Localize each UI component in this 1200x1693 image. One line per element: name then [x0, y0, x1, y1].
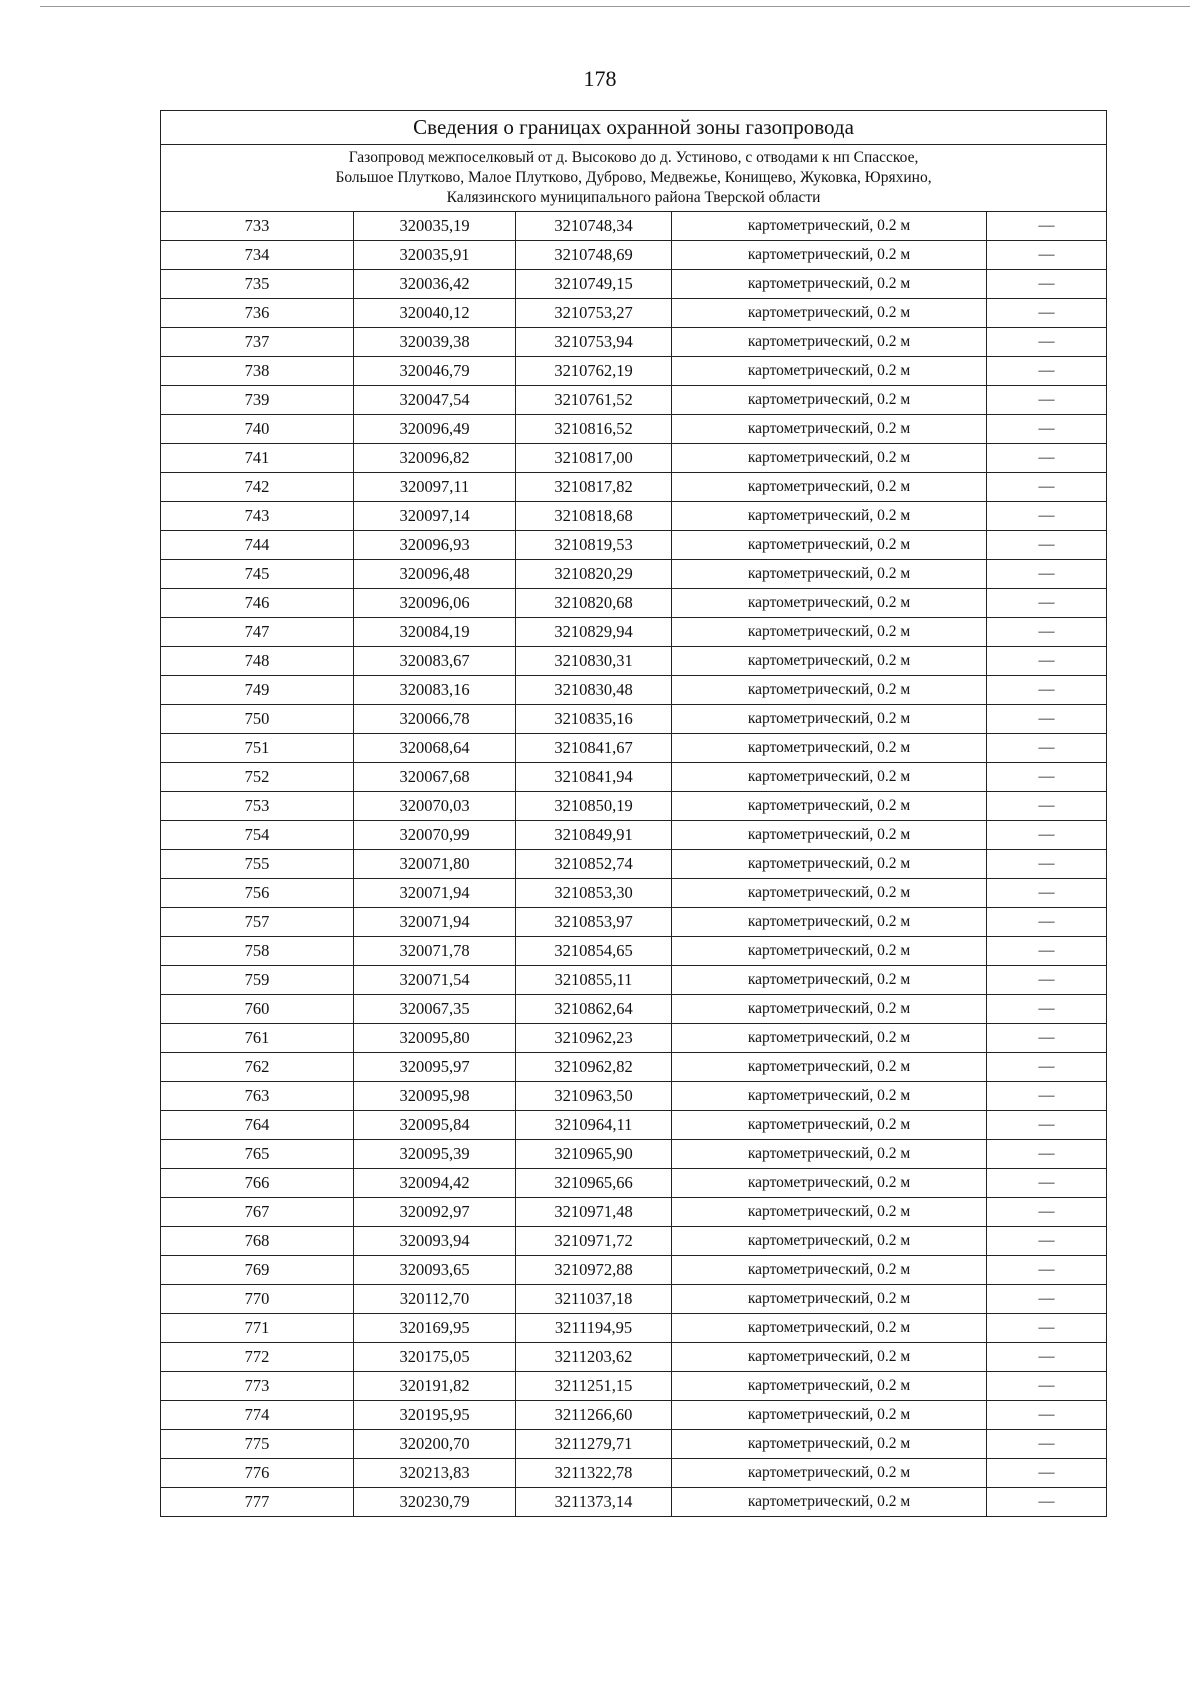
note-dash: —	[987, 850, 1107, 879]
table-row	[161, 386, 1107, 415]
determination-method: картометрический, 0.2 м	[672, 1256, 987, 1285]
determination-method: картометрический, 0.2 м	[672, 937, 987, 966]
table-row	[161, 270, 1107, 299]
coordinate-y: 3210820,68	[516, 589, 672, 618]
coordinate-y: 3210841,94	[516, 763, 672, 792]
note-dash: —	[987, 763, 1107, 792]
coordinate-x: 320071,80	[354, 850, 516, 879]
determination-method: картометрический, 0.2 м	[672, 1401, 987, 1430]
determination-method: картометрический, 0.2 м	[672, 1169, 987, 1198]
coordinate-x: 320084,19	[354, 618, 516, 647]
coordinate-x: 320071,78	[354, 937, 516, 966]
coordinate-x: 320067,68	[354, 763, 516, 792]
determination-method: картометрический, 0.2 м	[672, 734, 987, 763]
point-number: 776	[161, 1459, 354, 1488]
table-row	[161, 444, 1107, 473]
coordinate-y: 3211194,95	[516, 1314, 672, 1343]
note-dash: —	[987, 415, 1107, 444]
point-number: 774	[161, 1401, 354, 1430]
note-dash: —	[987, 270, 1107, 299]
table-row	[161, 560, 1107, 589]
point-number: 755	[161, 850, 354, 879]
coordinate-x: 320230,79	[354, 1488, 516, 1517]
coordinate-y: 3210964,11	[516, 1111, 672, 1140]
note-dash: —	[987, 444, 1107, 473]
determination-method: картометрический, 0.2 м	[672, 995, 987, 1024]
coordinate-y: 3210850,19	[516, 792, 672, 821]
determination-method: картометрический, 0.2 м	[672, 212, 987, 241]
point-number: 740	[161, 415, 354, 444]
table-row	[161, 879, 1107, 908]
note-dash: —	[987, 1256, 1107, 1285]
determination-method: картометрический, 0.2 м	[672, 1430, 987, 1459]
determination-method: картометрический, 0.2 м	[672, 328, 987, 357]
coordinate-y: 3210852,74	[516, 850, 672, 879]
coordinate-y: 3210849,91	[516, 821, 672, 850]
point-number: 745	[161, 560, 354, 589]
coordinate-y: 3210862,64	[516, 995, 672, 1024]
point-number: 754	[161, 821, 354, 850]
coordinate-y: 3211322,78	[516, 1459, 672, 1488]
coordinate-y: 3210854,65	[516, 937, 672, 966]
determination-method: картометрический, 0.2 м	[672, 821, 987, 850]
coordinate-x: 320096,49	[354, 415, 516, 444]
table-row	[161, 415, 1107, 444]
note-dash: —	[987, 995, 1107, 1024]
point-number: 751	[161, 734, 354, 763]
coordinate-x: 320095,98	[354, 1082, 516, 1111]
note-dash: —	[987, 1285, 1107, 1314]
description-line: Калязинского муниципального района Тверской области	[446, 189, 821, 206]
coordinate-y: 3210963,50	[516, 1082, 672, 1111]
determination-method: картометрический, 0.2 м	[672, 386, 987, 415]
coordinate-y: 3210841,67	[516, 734, 672, 763]
coordinate-x: 320092,97	[354, 1198, 516, 1227]
point-number: 739	[161, 386, 354, 415]
coordinate-y: 3210830,31	[516, 647, 672, 676]
determination-method: картометрический, 0.2 м	[672, 1140, 987, 1169]
coordinate-x: 320096,82	[354, 444, 516, 473]
note-dash: —	[987, 1343, 1107, 1372]
point-number: 773	[161, 1372, 354, 1401]
note-dash: —	[987, 966, 1107, 995]
table-row	[161, 1488, 1107, 1517]
table-description-row	[161, 145, 1107, 212]
note-dash: —	[987, 1198, 1107, 1227]
point-number: 733	[161, 212, 354, 241]
point-number: 738	[161, 357, 354, 386]
determination-method: картометрический, 0.2 м	[672, 1488, 987, 1517]
note-dash: —	[987, 386, 1107, 415]
coordinate-x: 320071,94	[354, 908, 516, 937]
note-dash: —	[987, 328, 1107, 357]
coordinate-x: 320036,42	[354, 270, 516, 299]
point-number: 746	[161, 589, 354, 618]
table-row	[161, 1285, 1107, 1314]
table-row	[161, 850, 1107, 879]
point-number: 777	[161, 1488, 354, 1517]
point-number: 770	[161, 1285, 354, 1314]
point-number: 775	[161, 1430, 354, 1459]
point-number: 767	[161, 1198, 354, 1227]
determination-method: картометрический, 0.2 м	[672, 531, 987, 560]
point-number: 771	[161, 1314, 354, 1343]
coordinate-y: 3210962,82	[516, 1053, 672, 1082]
coordinate-x: 320096,93	[354, 531, 516, 560]
table-row	[161, 589, 1107, 618]
coordinate-y: 3211251,15	[516, 1372, 672, 1401]
coordinate-x: 320096,06	[354, 589, 516, 618]
coordinate-x: 320200,70	[354, 1430, 516, 1459]
point-number: 735	[161, 270, 354, 299]
coordinate-x: 320070,99	[354, 821, 516, 850]
note-dash: —	[987, 705, 1107, 734]
coordinate-y: 3210972,88	[516, 1256, 672, 1285]
table-row	[161, 1024, 1107, 1053]
coordinate-y: 3210761,52	[516, 386, 672, 415]
point-number: 772	[161, 1343, 354, 1372]
determination-method: картометрический, 0.2 м	[672, 299, 987, 328]
note-dash: —	[987, 589, 1107, 618]
table-row	[161, 212, 1107, 241]
note-dash: —	[987, 879, 1107, 908]
coordinate-x: 320068,64	[354, 734, 516, 763]
table-title: Сведения о границах охранной зоны газопровода	[161, 111, 1107, 145]
table-row	[161, 1343, 1107, 1372]
note-dash: —	[987, 1140, 1107, 1169]
table-row	[161, 1430, 1107, 1459]
coordinate-x: 320191,82	[354, 1372, 516, 1401]
coordinate-y: 3210816,52	[516, 415, 672, 444]
note-dash: —	[987, 212, 1107, 241]
table-row	[161, 1401, 1107, 1430]
point-number: 748	[161, 647, 354, 676]
point-number: 762	[161, 1053, 354, 1082]
table-row	[161, 1314, 1107, 1343]
coordinate-x: 320039,38	[354, 328, 516, 357]
coordinate-y: 3210965,66	[516, 1169, 672, 1198]
point-number: 742	[161, 473, 354, 502]
table-row	[161, 1082, 1107, 1111]
table-row	[161, 1198, 1107, 1227]
point-number: 747	[161, 618, 354, 647]
determination-method: картометрический, 0.2 м	[672, 357, 987, 386]
table-row	[161, 734, 1107, 763]
point-number: 759	[161, 966, 354, 995]
determination-method: картометрический, 0.2 м	[672, 1285, 987, 1314]
note-dash: —	[987, 618, 1107, 647]
coordinate-x: 320095,84	[354, 1111, 516, 1140]
determination-method: картометрический, 0.2 м	[672, 763, 987, 792]
coordinate-x: 320094,42	[354, 1169, 516, 1198]
coordinate-y: 3210855,11	[516, 966, 672, 995]
coordinate-x: 320175,05	[354, 1343, 516, 1372]
table-row	[161, 328, 1107, 357]
point-number: 744	[161, 531, 354, 560]
determination-method: картометрический, 0.2 м	[672, 647, 987, 676]
coordinate-x: 320112,70	[354, 1285, 516, 1314]
point-number: 753	[161, 792, 354, 821]
note-dash: —	[987, 1053, 1107, 1082]
point-number: 765	[161, 1140, 354, 1169]
note-dash: —	[987, 734, 1107, 763]
note-dash: —	[987, 1227, 1107, 1256]
description-line: Большое Плутково, Малое Плутково, Дуброво, Медвежье, Конищево, Жуковка, Юряхино,	[335, 169, 932, 186]
note-dash: —	[987, 1372, 1107, 1401]
table-row	[161, 1256, 1107, 1285]
coordinate-x: 320093,65	[354, 1256, 516, 1285]
coordinate-x: 320071,94	[354, 879, 516, 908]
note-dash: —	[987, 473, 1107, 502]
note-dash: —	[987, 1459, 1107, 1488]
determination-method: картометрический, 0.2 м	[672, 473, 987, 502]
coordinate-x: 320067,35	[354, 995, 516, 1024]
page-number: 178	[583, 66, 617, 91]
coordinate-x: 320070,03	[354, 792, 516, 821]
point-number: 749	[161, 676, 354, 705]
note-dash: —	[987, 937, 1107, 966]
coordinate-y: 3210835,16	[516, 705, 672, 734]
determination-method: картометрический, 0.2 м	[672, 1343, 987, 1372]
table-row	[161, 1372, 1107, 1401]
coordinate-y: 3210817,82	[516, 473, 672, 502]
coordinate-y: 3211279,71	[516, 1430, 672, 1459]
note-dash: —	[987, 357, 1107, 386]
point-number: 769	[161, 1256, 354, 1285]
coordinate-x: 320046,79	[354, 357, 516, 386]
coordinate-y: 3211037,18	[516, 1285, 672, 1314]
determination-method: картометрический, 0.2 м	[672, 1198, 987, 1227]
coordinate-x: 320083,16	[354, 676, 516, 705]
coordinate-y: 3210748,69	[516, 241, 672, 270]
coordinate-y: 3210830,48	[516, 676, 672, 705]
coordinate-x: 320095,97	[354, 1053, 516, 1082]
note-dash: —	[987, 1111, 1107, 1140]
table-row	[161, 531, 1107, 560]
coordinate-x: 320047,54	[354, 386, 516, 415]
table-title-row	[161, 111, 1107, 145]
coordinate-y: 3210753,94	[516, 328, 672, 357]
table-row	[161, 763, 1107, 792]
coordinate-y: 3210749,15	[516, 270, 672, 299]
determination-method: картометрический, 0.2 м	[672, 676, 987, 705]
coordinate-y: 3210820,29	[516, 560, 672, 589]
point-number: 768	[161, 1227, 354, 1256]
table-row	[161, 937, 1107, 966]
pipeline-description	[161, 145, 1107, 212]
table-row	[161, 502, 1107, 531]
table-row	[161, 1459, 1107, 1488]
coordinate-y: 3210829,94	[516, 618, 672, 647]
description-line: Газопровод межпоселковый от д. Высоково до д. Устиново, с отводами к нп Спасское,	[348, 149, 919, 166]
point-number: 757	[161, 908, 354, 937]
coordinate-y: 3210817,00	[516, 444, 672, 473]
table-row	[161, 299, 1107, 328]
determination-method: картометрический, 0.2 м	[672, 241, 987, 270]
determination-method: картометрический, 0.2 м	[672, 502, 987, 531]
coordinate-x: 320169,95	[354, 1314, 516, 1343]
coordinate-y: 3210753,27	[516, 299, 672, 328]
coordinate-y: 3210971,48	[516, 1198, 672, 1227]
coordinate-y: 3210853,30	[516, 879, 672, 908]
coordinate-x: 320213,83	[354, 1459, 516, 1488]
coordinate-x: 320195,95	[354, 1401, 516, 1430]
coordinate-y: 3211266,60	[516, 1401, 672, 1430]
table-row	[161, 1227, 1107, 1256]
note-dash: —	[987, 560, 1107, 589]
determination-method: картометрический, 0.2 м	[672, 618, 987, 647]
determination-method: картометрический, 0.2 м	[672, 1314, 987, 1343]
note-dash: —	[987, 821, 1107, 850]
coordinate-y: 3210748,34	[516, 212, 672, 241]
table-row	[161, 705, 1107, 734]
point-number: 760	[161, 995, 354, 1024]
point-number: 763	[161, 1082, 354, 1111]
coordinate-y: 3210962,23	[516, 1024, 672, 1053]
determination-method: картометрический, 0.2 м	[672, 1372, 987, 1401]
coordinate-x: 320040,12	[354, 299, 516, 328]
coordinate-y: 3210819,53	[516, 531, 672, 560]
coordinate-y: 3210818,68	[516, 502, 672, 531]
table-row	[161, 647, 1107, 676]
point-number: 743	[161, 502, 354, 531]
note-dash: —	[987, 908, 1107, 937]
note-dash: —	[987, 792, 1107, 821]
table-row	[161, 792, 1107, 821]
coordinate-x: 320095,39	[354, 1140, 516, 1169]
coordinate-x: 320071,54	[354, 966, 516, 995]
note-dash: —	[987, 647, 1107, 676]
point-number: 766	[161, 1169, 354, 1198]
note-dash: —	[987, 1169, 1107, 1198]
table-row	[161, 821, 1107, 850]
note-dash: —	[987, 241, 1107, 270]
determination-method: картометрический, 0.2 м	[672, 792, 987, 821]
point-number: 741	[161, 444, 354, 473]
determination-method: картометрический, 0.2 м	[672, 1024, 987, 1053]
coordinate-x: 320083,67	[354, 647, 516, 676]
determination-method: картометрический, 0.2 м	[672, 908, 987, 937]
determination-method: картометрический, 0.2 м	[672, 589, 987, 618]
table-row	[161, 1111, 1107, 1140]
point-number: 736	[161, 299, 354, 328]
table-row	[161, 473, 1107, 502]
note-dash: —	[987, 1430, 1107, 1459]
table-row	[161, 966, 1107, 995]
determination-method: картометрический, 0.2 м	[672, 1053, 987, 1082]
point-number: 737	[161, 328, 354, 357]
note-dash: —	[987, 1401, 1107, 1430]
point-number: 764	[161, 1111, 354, 1140]
table-row	[161, 241, 1107, 270]
coordinate-x: 320035,91	[354, 241, 516, 270]
determination-method: картометрический, 0.2 м	[672, 879, 987, 908]
coordinate-x: 320066,78	[354, 705, 516, 734]
coordinate-y: 3210762,19	[516, 357, 672, 386]
note-dash: —	[987, 1488, 1107, 1517]
determination-method: картометрический, 0.2 м	[672, 270, 987, 299]
determination-method: картометрический, 0.2 м	[672, 444, 987, 473]
coordinate-y: 3210853,97	[516, 908, 672, 937]
point-number: 750	[161, 705, 354, 734]
table-row	[161, 908, 1107, 937]
note-dash: —	[987, 676, 1107, 705]
table-row	[161, 676, 1107, 705]
determination-method: картометрический, 0.2 м	[672, 1227, 987, 1256]
table-row	[161, 995, 1107, 1024]
note-dash: —	[987, 502, 1107, 531]
note-dash: —	[987, 1082, 1107, 1111]
point-number: 758	[161, 937, 354, 966]
determination-method: картометрический, 0.2 м	[672, 1459, 987, 1488]
gas-pipeline-boundary-table	[160, 110, 1107, 1517]
scan-top-edge	[40, 6, 1190, 7]
determination-method: картометрический, 0.2 м	[672, 966, 987, 995]
table-row	[161, 1140, 1107, 1169]
table-row	[161, 618, 1107, 647]
determination-method: картометрический, 0.2 м	[672, 705, 987, 734]
point-number: 756	[161, 879, 354, 908]
determination-method: картометрический, 0.2 м	[672, 1082, 987, 1111]
point-number: 752	[161, 763, 354, 792]
coordinate-x: 320097,14	[354, 502, 516, 531]
note-dash: —	[987, 1024, 1107, 1053]
coordinate-y: 3211373,14	[516, 1488, 672, 1517]
determination-method: картометрический, 0.2 м	[672, 1111, 987, 1140]
coordinate-y: 3211203,62	[516, 1343, 672, 1372]
table-row	[161, 1053, 1107, 1082]
coordinate-x: 320097,11	[354, 473, 516, 502]
coordinate-x: 320095,80	[354, 1024, 516, 1053]
table-row	[161, 357, 1107, 386]
determination-method: картометрический, 0.2 м	[672, 850, 987, 879]
note-dash: —	[987, 1314, 1107, 1343]
coordinate-y: 3210965,90	[516, 1140, 672, 1169]
coordinate-x: 320096,48	[354, 560, 516, 589]
determination-method: картометрический, 0.2 м	[672, 560, 987, 589]
coordinate-x: 320093,94	[354, 1227, 516, 1256]
note-dash: —	[987, 299, 1107, 328]
note-dash: —	[987, 531, 1107, 560]
coordinate-y: 3210971,72	[516, 1227, 672, 1256]
point-number: 761	[161, 1024, 354, 1053]
point-number: 734	[161, 241, 354, 270]
coordinate-x: 320035,19	[354, 212, 516, 241]
table-row	[161, 1169, 1107, 1198]
determination-method: картометрический, 0.2 м	[672, 415, 987, 444]
